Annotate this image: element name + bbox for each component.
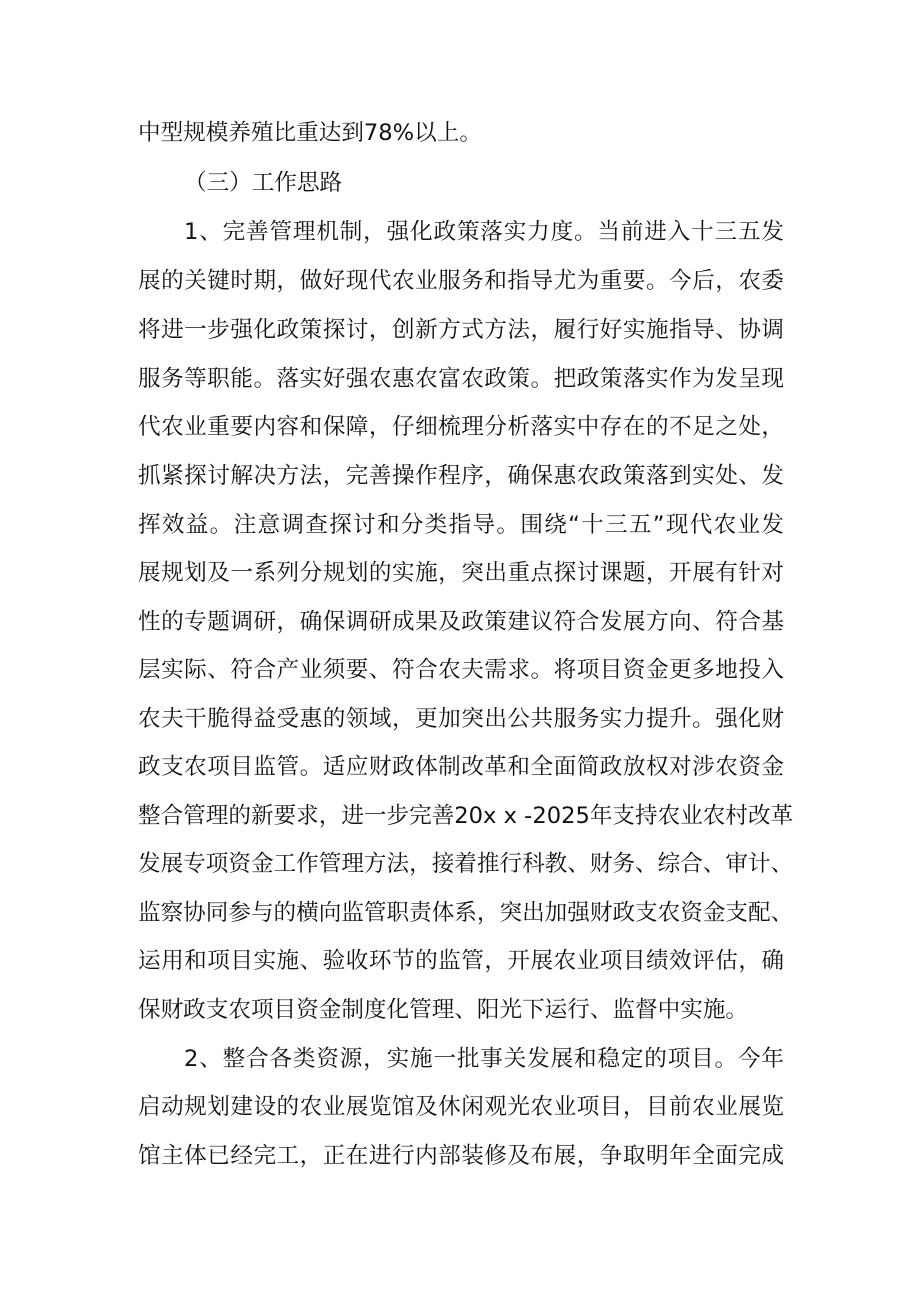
paragraph-1-line-6: 抓紧探讨解决方法，完善操作程序，确保惠农政策落到实处、发 — [138, 463, 784, 489]
paragraph-2-line-1: 2、整合各类资源，实施一批事关发展和稳定的项目。今年 — [184, 1046, 784, 1072]
paragraph-1-line-13: 整合管理的新要求，进一步完善20x x -2025年支持农业农村改革 — [138, 803, 794, 829]
paragraph-1-line-7: 挥效益。注意调查探讨和分类指导。围绕“十三五”现代农业发 — [138, 512, 784, 538]
paragraph-1-line-1: 1、完善管理机制，强化政策落实力度。当前进入十三五发 — [184, 219, 784, 245]
paragraph-1-line-3: 将进一步强化政策探讨，创新方式方法，履行好实施指导、协调 — [138, 317, 784, 343]
section-heading: （三）工作思路 — [184, 170, 343, 196]
text-line-1: 中型规模养殖比重达到78%以上。 — [138, 120, 482, 146]
paragraph-1-line-12: 政支农项目监管。适应财政体制改革和全面简政放权对涉农资金 — [138, 754, 784, 780]
paragraph-1-line-11: 农夫干脆得益受惠的领域，更加突出公共服务实力提升。强化财 — [138, 706, 784, 732]
paragraph-1-line-4: 服务等职能。落实好强农惠农富农政策。把政策落实作为发呈现 — [138, 366, 784, 392]
paragraph-1-line-15: 监察协同参与的横向监管职责体系，突出加强财政支农资金支配、 — [138, 900, 794, 926]
paragraph-1-line-10: 层实际、符合产业须要、符合农夫需求。将项目资金更多地投入 — [138, 657, 784, 683]
paragraph-1-line-17: 保财政支农项目资金制度化管理、阳光下运行、监督中实施。 — [138, 997, 749, 1023]
paragraph-1-line-14: 发展专项资金工作管理方法，接着推行科教、财务、综合、审计、 — [138, 851, 794, 877]
paragraph-1-line-5: 代农业重要内容和保障，仔细梳理分析落实中存在的不足之处， — [138, 414, 784, 440]
paragraph-1-line-2: 展的关键时期，做好现代农业服务和指导尤为重要。今后，农委 — [138, 268, 784, 294]
paragraph-2-line-2: 启动规划建设的农业展览馆及休闲观光农业项目，目前农业展览 — [138, 1094, 784, 1120]
paragraph-1-line-9: 性的专题调研，确保调研成果及政策建议符合发展方向、符合基 — [138, 609, 784, 635]
paragraph-1-line-8: 展规划及一系列分规划的实施，突出重点探讨课题，开展有针对 — [138, 560, 784, 586]
paragraph-1-line-16: 运用和项目实施、验收环节的监管，开展农业项目绩效评估，确 — [138, 948, 784, 974]
paragraph-2-line-3: 馆主体已经完工，正在进行内部装修及布展，争取明年全面完成 — [138, 1143, 784, 1169]
